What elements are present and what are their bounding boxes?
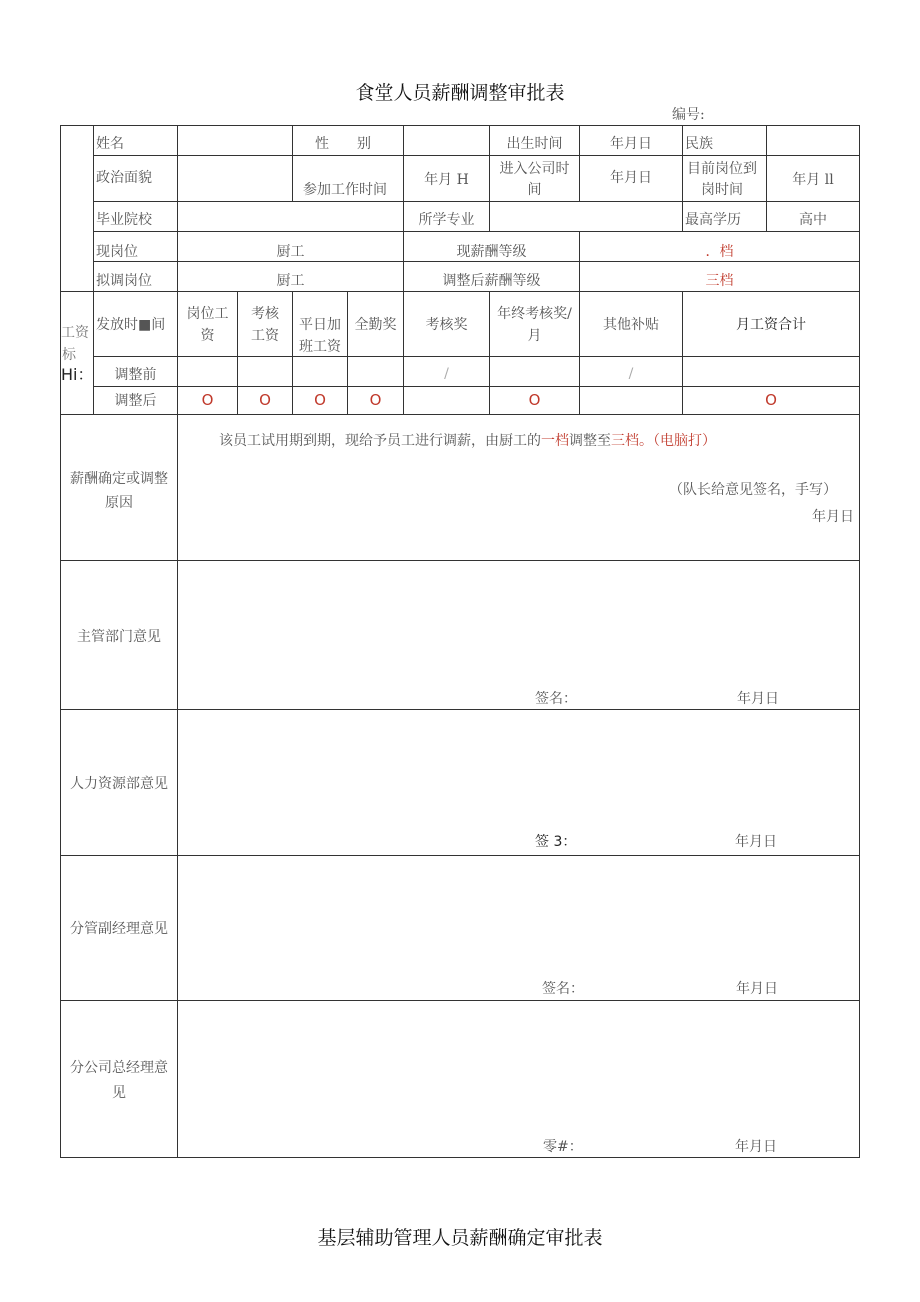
- after-assess-wage-cell[interactable]: [237, 386, 293, 415]
- reason-text-to-grade: 三档。（电脑打）: [611, 433, 716, 449]
- school-label-cell: [93, 201, 178, 232]
- header-overtime-line1: 平日加: [299, 317, 341, 333]
- header-total: 月工资合计: [736, 317, 806, 333]
- political-label-cell: [93, 155, 178, 202]
- work-start-value-cell[interactable]: [403, 155, 490, 202]
- work-start-label-cell: [292, 155, 404, 202]
- proposed-post-label: 拟调岗位: [96, 273, 152, 289]
- vp-opinion-label: 分管副经理意见: [70, 921, 168, 937]
- current-post-date-label-cell: [682, 155, 767, 202]
- current-post-date-label-line2: 岗时间: [701, 182, 743, 198]
- reason-label-line1: 薪酬确定或调整: [70, 471, 168, 487]
- reason-content-cell[interactable]: [177, 414, 860, 561]
- after-label-cell: [93, 386, 178, 415]
- basic-info-side-cell: [60, 125, 94, 292]
- after-assess-wage-mark: O: [259, 391, 271, 409]
- education-value: 高中: [799, 212, 827, 228]
- current-post-value-cell[interactable]: [177, 231, 404, 262]
- current-grade-value-cell[interactable]: [579, 231, 860, 262]
- hr-sign-label: 签 3：: [535, 834, 577, 850]
- dept-opinion-label: 主管部门意见: [77, 629, 161, 645]
- vp-sign-label: 签名：: [542, 981, 584, 997]
- school-label: 毕业院校: [96, 212, 152, 228]
- dept-opinion-content-cell[interactable]: [177, 560, 860, 710]
- after-allowance-cell[interactable]: [579, 386, 683, 415]
- before-assess-bonus-slash: /: [444, 366, 449, 382]
- before-label-cell: [93, 356, 178, 387]
- current-grade-label-cell: [403, 231, 580, 262]
- after-label: 调整后: [114, 393, 157, 409]
- proposed-post-label-cell: [93, 261, 178, 292]
- current-grade-label: 现薪酬等级: [456, 244, 527, 260]
- salary-side-label-line2: 标: [62, 347, 76, 363]
- hr-opinion-label-cell: [60, 709, 178, 856]
- header-year-bonus-line1: 年终考核奖/: [497, 306, 572, 322]
- after-post-wage-cell[interactable]: [177, 386, 238, 415]
- header-overtime-cell: [292, 291, 348, 357]
- after-attendance-cell[interactable]: [347, 386, 404, 415]
- major-label-cell: [403, 201, 490, 232]
- name-label: 姓名: [96, 136, 124, 152]
- proposed-post-value: 厨工: [276, 273, 305, 289]
- gm-sign-label: 零#：: [543, 1139, 583, 1155]
- proposed-grade-label-cell: [403, 261, 580, 292]
- reason-date: 年月日: [812, 509, 854, 525]
- gender-label-cell: [292, 125, 404, 156]
- ethnic-label: 民族: [685, 136, 713, 152]
- birth-value: 年月日: [610, 136, 652, 152]
- after-post-wage-mark: O: [201, 391, 214, 409]
- after-year-bonus-cell[interactable]: [489, 386, 580, 415]
- work-start-value: 年月 H: [424, 172, 469, 188]
- name-value-cell[interactable]: [177, 125, 293, 156]
- after-total-cell[interactable]: [682, 386, 860, 415]
- header-allowance-cell: [579, 291, 683, 357]
- join-company-label-cell: [489, 155, 580, 202]
- header-post-wage-line1: 岗位工: [186, 306, 229, 322]
- after-year-bonus-mark: O: [528, 391, 541, 409]
- before-allowance-cell[interactable]: [579, 356, 683, 387]
- gm-opinion-label-line1: 分公司总经理意: [70, 1060, 168, 1076]
- reason-sign-note: （队长给意见签名，手写）: [669, 482, 837, 498]
- after-assess-bonus-cell[interactable]: [403, 386, 490, 415]
- proposed-post-value-cell[interactable]: [177, 261, 404, 292]
- salary-side-cell: [60, 291, 94, 415]
- after-total-mark: O: [765, 391, 777, 409]
- second-form-title: 基层辅助管理人员薪酬确定审批表: [317, 1227, 603, 1249]
- school-value-cell[interactable]: [177, 201, 404, 232]
- gender-label: 性 别: [315, 136, 371, 152]
- current-post-value: 厨工: [276, 244, 305, 260]
- reason-label-line2: 原因: [105, 495, 133, 511]
- header-pay-time-cell: [93, 291, 178, 357]
- after-overtime-cell[interactable]: [292, 386, 348, 415]
- current-post-date-label-line1: 目前岗位到: [687, 161, 757, 177]
- header-overtime-line2: 班工资: [299, 339, 341, 355]
- current-grade-value: ．档: [705, 244, 734, 260]
- header-allowance: 其他补贴: [603, 317, 659, 333]
- header-total-cell: [682, 291, 860, 357]
- header-assess-wage-line1: 考核: [251, 306, 279, 322]
- work-start-label: 参加工作时间: [303, 182, 387, 198]
- education-label-cell: [682, 201, 767, 232]
- major-label: 所学专业: [418, 212, 475, 228]
- header-assess-bonus: 考核奖: [425, 317, 468, 333]
- reason-text-from-grade: 一档: [541, 433, 569, 449]
- hr-date: 年月日: [735, 834, 777, 850]
- salary-side-label-line3: Hi：: [61, 365, 94, 384]
- political-label: 政治面貌: [96, 170, 152, 186]
- dept-date: 年月日: [737, 691, 779, 707]
- before-assess-bonus-cell[interactable]: [403, 356, 490, 387]
- ethnic-label-cell: [682, 125, 767, 156]
- header-year-bonus-cell: [489, 291, 580, 357]
- before-label: 调整前: [114, 367, 157, 383]
- header-attendance: 全勤奖: [354, 317, 397, 333]
- vp-date: 年月日: [736, 981, 778, 997]
- gm-opinion-content-cell[interactable]: [177, 1000, 860, 1158]
- header-post-wage-line2: 资: [200, 328, 215, 344]
- before-total-cell[interactable]: [682, 356, 860, 387]
- after-overtime-mark: O: [314, 391, 326, 409]
- serial-number-label: 编号:: [672, 107, 705, 123]
- education-value-cell[interactable]: [766, 201, 860, 232]
- current-post-label: 现岗位: [96, 244, 138, 260]
- header-year-bonus-line2: 月: [527, 328, 542, 344]
- form-title: 食堂人员薪酬调整审批表: [355, 82, 565, 104]
- birth-label: 出生时间: [506, 136, 563, 152]
- current-post-label-cell: [93, 231, 178, 262]
- dept-opinion-label-cell: [60, 560, 178, 710]
- gender-value-cell[interactable]: [403, 125, 490, 156]
- join-company-value: 年月日: [610, 170, 652, 186]
- hr-opinion-label: 人力资源部意见: [70, 776, 168, 792]
- before-post-wage-cell[interactable]: [177, 356, 238, 387]
- salary-side-label-line1: 工资: [61, 325, 89, 341]
- join-company-label-line1: 进入公司时: [499, 161, 570, 177]
- birth-value-cell[interactable]: [579, 125, 683, 156]
- education-label: 最高学历: [685, 212, 741, 228]
- header-attendance-cell: [347, 291, 404, 357]
- before-overtime-cell[interactable]: [292, 356, 348, 387]
- join-company-label-line2: 间: [527, 182, 542, 198]
- gm-opinion-label-cell: [60, 1000, 178, 1158]
- header-post-wage-cell: [177, 291, 238, 357]
- proposed-grade-value-cell[interactable]: [579, 261, 860, 292]
- header-assess-wage-line2: 工资: [251, 328, 279, 344]
- gm-opinion-label-line2: 见: [112, 1085, 126, 1101]
- political-value-cell[interactable]: [177, 155, 293, 202]
- reason-text-part1: 该员工试用期到期，现给予员工进行调薪，由厨工的: [219, 433, 541, 449]
- before-year-bonus-cell[interactable]: [489, 356, 580, 387]
- major-value-cell[interactable]: [489, 201, 683, 232]
- header-assess-bonus-cell: [403, 291, 490, 357]
- name-label-cell: [93, 125, 178, 156]
- reason-text-part2: 调整至: [569, 433, 611, 449]
- reason-text: [219, 431, 716, 451]
- proposed-grade-value: 三档: [705, 273, 734, 289]
- proposed-grade-label: 调整后薪酬等级: [442, 273, 541, 289]
- current-post-date-value: 年月 ll: [792, 172, 834, 188]
- after-attendance-mark: O: [369, 391, 382, 409]
- dept-sign-label: 签名：: [535, 691, 577, 707]
- vp-opinion-label-cell: [60, 855, 178, 1001]
- gm-date: 年月日: [735, 1139, 777, 1155]
- header-assess-wage-cell: [237, 291, 293, 357]
- before-assess-wage-cell[interactable]: [237, 356, 293, 387]
- reason-label-cell: [60, 414, 178, 561]
- before-allowance-slash: /: [628, 366, 634, 382]
- ethnic-value-cell[interactable]: [766, 125, 860, 156]
- current-post-date-value-cell[interactable]: [766, 155, 860, 202]
- before-attendance-cell[interactable]: [347, 356, 404, 387]
- birth-label-cell: [489, 125, 580, 156]
- header-pay-time: 发放时■间: [96, 317, 166, 333]
- join-company-value-cell[interactable]: [579, 155, 683, 202]
- hr-opinion-content-cell[interactable]: [177, 709, 860, 856]
- vp-opinion-content-cell[interactable]: [177, 855, 860, 1001]
